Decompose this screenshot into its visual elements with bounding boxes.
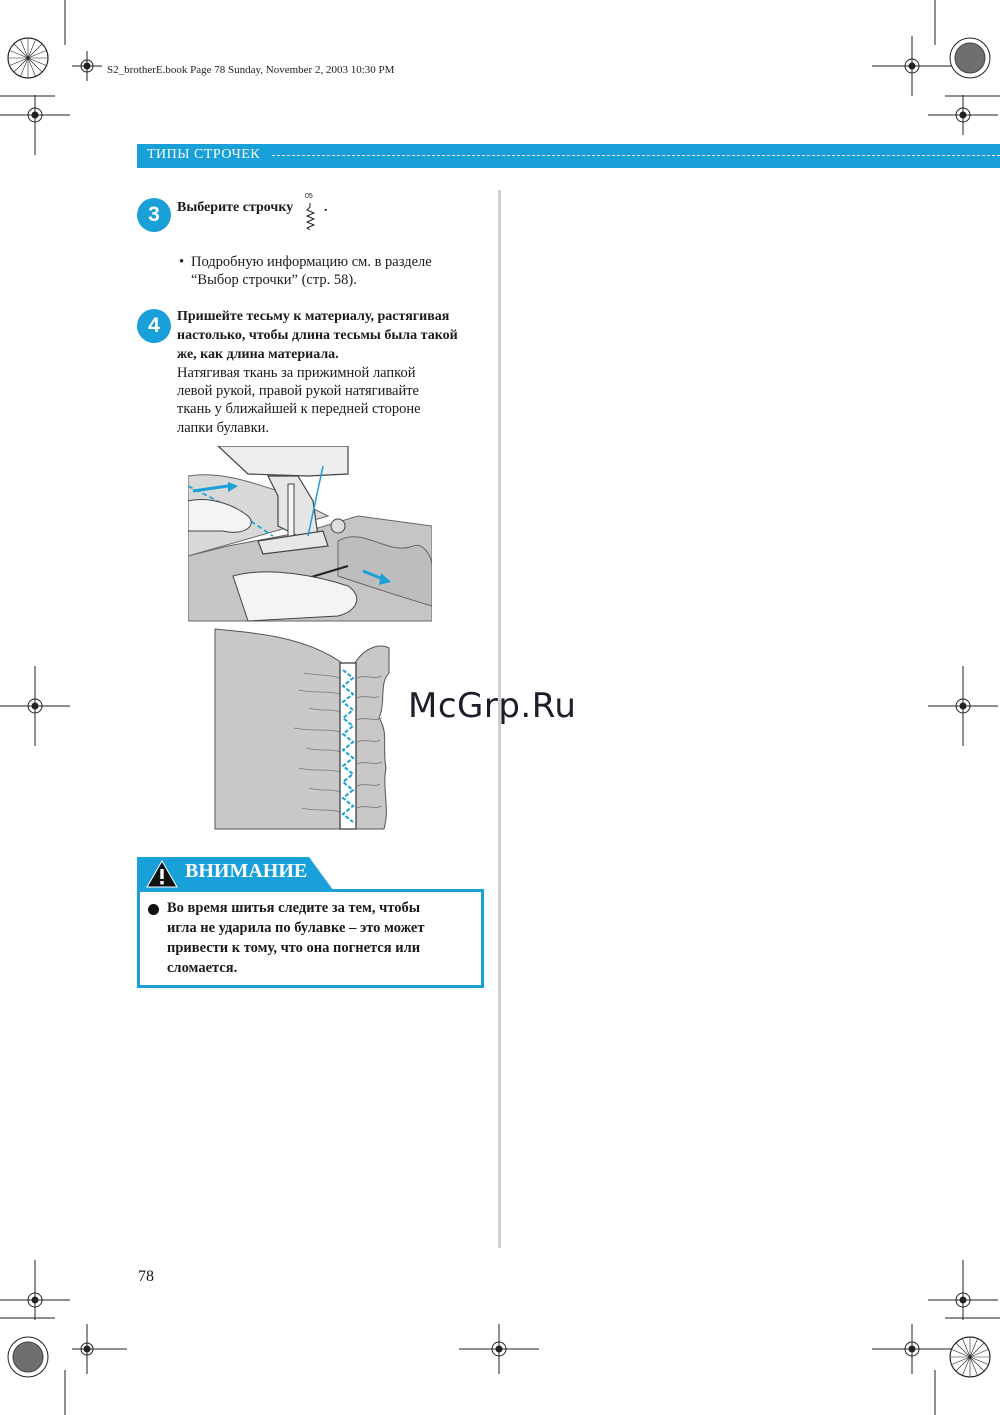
caution-line: сломается. bbox=[167, 960, 238, 976]
stitch-icon bbox=[305, 193, 321, 233]
section-dash-line bbox=[272, 155, 1000, 156]
step-body-line: лапки булавки. bbox=[177, 420, 270, 436]
caution-line: Во время шитья следите за тем, чтобы bbox=[167, 900, 421, 916]
note-line: Подробную информацию см. в разделе bbox=[191, 254, 432, 270]
step-number-badge: 4 bbox=[137, 309, 171, 343]
section-bar bbox=[137, 144, 1000, 168]
caution-title: ВНИМАНИЕ bbox=[185, 860, 308, 882]
note-line: “Выбор строчки” (стр. 58). bbox=[191, 272, 357, 288]
warning-icon bbox=[146, 860, 178, 888]
step-title-line: Пришейте тесьму к материалу, растягивая bbox=[177, 309, 450, 324]
gathered-fabric-illustration bbox=[214, 628, 390, 830]
caution-line: привести к тому, что она погнется или bbox=[167, 940, 421, 956]
watermark-text: McGrp.Ru bbox=[408, 686, 577, 726]
section-title: ТИПЫ СТРОЧЕК bbox=[147, 147, 261, 162]
step-body-line: левой рукой, правой рукой натягивайте bbox=[177, 383, 419, 399]
step-body-line: Натягивая ткань за прижимной лапкой bbox=[177, 365, 416, 381]
step-body-line: ткань у ближайшей к передней стороне bbox=[177, 401, 421, 417]
caution-bullet bbox=[148, 904, 159, 915]
step-title-line: настолько, чтобы длина тесьмы была такой bbox=[177, 328, 458, 343]
sunburst-mark-top-left bbox=[8, 38, 48, 78]
page-number: 78 bbox=[138, 1268, 154, 1285]
stitch-suffix: . bbox=[324, 200, 328, 215]
stitch-code: 05 bbox=[305, 193, 313, 200]
step-title-line: же, как длина материала. bbox=[177, 347, 339, 362]
caution-text bbox=[167, 898, 467, 978]
zigzag-stitch-icon bbox=[305, 201, 319, 231]
step-title: Выберите строчку bbox=[177, 200, 294, 215]
sewing-presser-foot-illustration bbox=[188, 446, 432, 622]
step-number-badge: 3 bbox=[137, 198, 171, 232]
note-bullet: • bbox=[179, 254, 185, 270]
caution-line: игла не ударила по булавке – это может bbox=[167, 920, 425, 936]
print-header: S2_brotherE.book Page 78 Sunday, November 2, 2003 10:30 PM bbox=[107, 64, 395, 76]
